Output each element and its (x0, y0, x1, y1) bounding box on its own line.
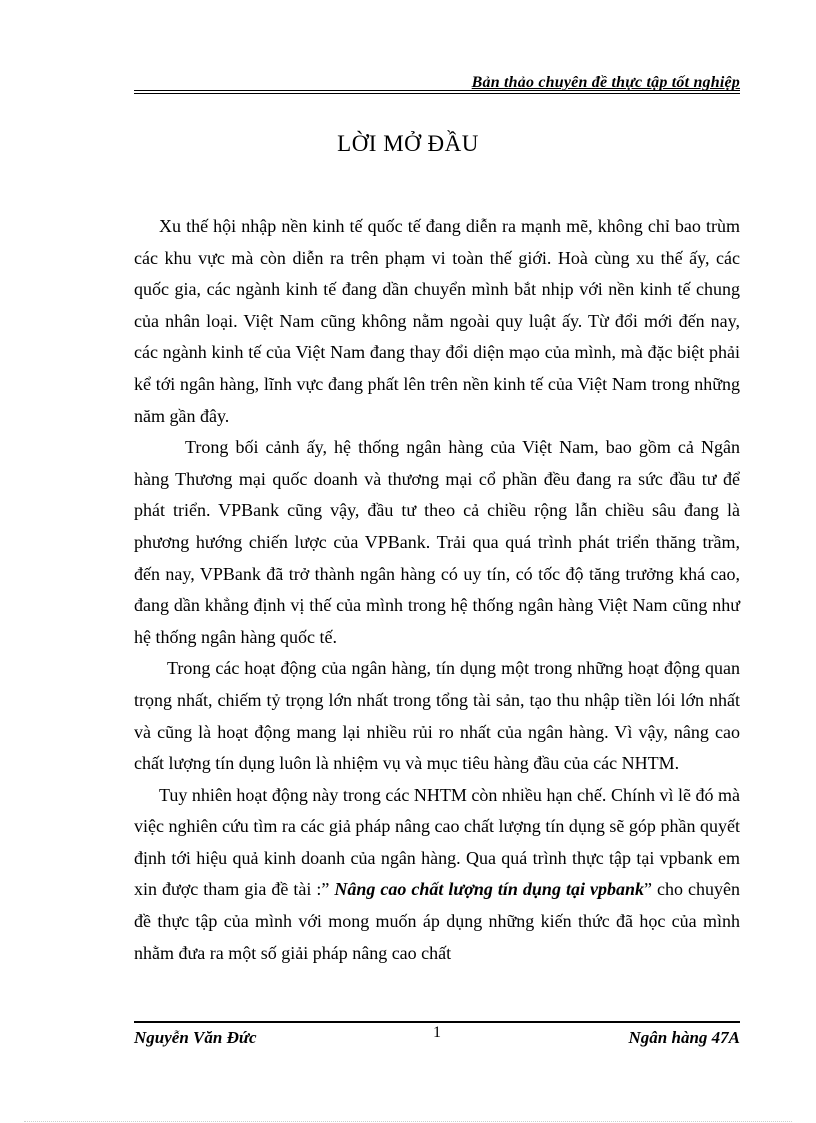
running-title: Bản thảo chuyên đề thực tập tốt nghiệp (471, 74, 740, 91)
page-number: 1 (433, 1024, 441, 1041)
paragraph-1: Xu thế hội nhập nền kinh tế quốc tế đang diễn ra mạnh mẽ, không chỉ bao trùm các khu vực mà còn diễn ra trên phạm vi toàn thế giới. Hoà cùng xu thế ấy, các quốc gia, các ngành kinh tế đang dần chuyển mình bắt nhịp với nền kinh tế chung của nhân loại. Việt Nam cũng không nằm ngoài quy luật ấy. Từ đổi mới đến nay, các ngành kinh tế của Việt Nam đang thay đổi diện mạo của mình, mà đặc biệt phải kể tới ngân hàng, lĩnh vực đang phất lên trên nền kinh tế của Việt Nam trong những năm gần đây. (134, 216, 740, 426)
paragraph-4 (134, 780, 740, 970)
footer-author: Nguyễn Văn Đức (134, 1028, 257, 1047)
paragraph-3: Trong các hoạt động của ngân hàng, tín dụng một trong những hoạt động quan trọng nhất, chiếm tỷ trọng lớn nhất trong tổng tài sản, tạo thu nhập tiền lói lớn nhất và cũng là hoạt động mang lại nhiều rủi ro nhất của ngân hàng. Vì vậy, nâng cao chất lượng tín dụng luôn là nhiệm vụ và mục tiêu hàng đầu của các NHTM. (134, 658, 740, 774)
paragraph-4-text: Tuy nhiên hoạt động này trong các NHTM còn nhiều hạn chế. Chính vì lẽ đó mà việc nghiên cứu tìm ra các giả pháp nâng cao chất lượng tín dụng sẽ góp phần quyết định tới hiệu quả kinh doanh của ngân hàng. Qua quá trình thực tập tại vpbank em xin được tham gia đề tài :” (134, 784, 740, 900)
footer-rule (134, 1021, 740, 1023)
paragraph-4-continuation: ” cho chuyên đề thực tập của mình với mong muốn áp dụng những kiến thức đã học của mình nhằm đưa ra một số giải pháp nâng cao chất (134, 879, 740, 963)
thesis-topic-emphasis: Nâng cao chất lượng tín dụng tại vpbank (334, 879, 644, 900)
document-body (134, 211, 740, 969)
page-footer (134, 1024, 740, 1052)
page-boundary (24, 1121, 792, 1122)
page-header (134, 72, 740, 98)
document-title: LỜI MỞ ĐẦU (337, 131, 479, 156)
footer-class: Ngân hàng 47A (628, 1028, 740, 1047)
paragraph-2: Trong bối cảnh ấy, hệ thống ngân hàng của Việt Nam, bao gồm cả Ngân hàng Thương mại quốc doanh và thương mại cổ phần đều đang ra sức đầu tư để phát triển. VPBank cũng vậy, đầu tư theo cả chiều rộng lẫn chiều sâu đang là phương hướng chiến lược của VPBank. Trải qua quá trình phát triển thăng trầm, đến nay, VPBank đã trở thành ngân hàng có uy tín, có tốc độ tăng trưởng khá cao, đang dần khẳng định vị thế của mình trong hệ thống ngân hàng Việt Nam cũng như hệ thống ngân hàng quốc tế. (134, 437, 740, 647)
